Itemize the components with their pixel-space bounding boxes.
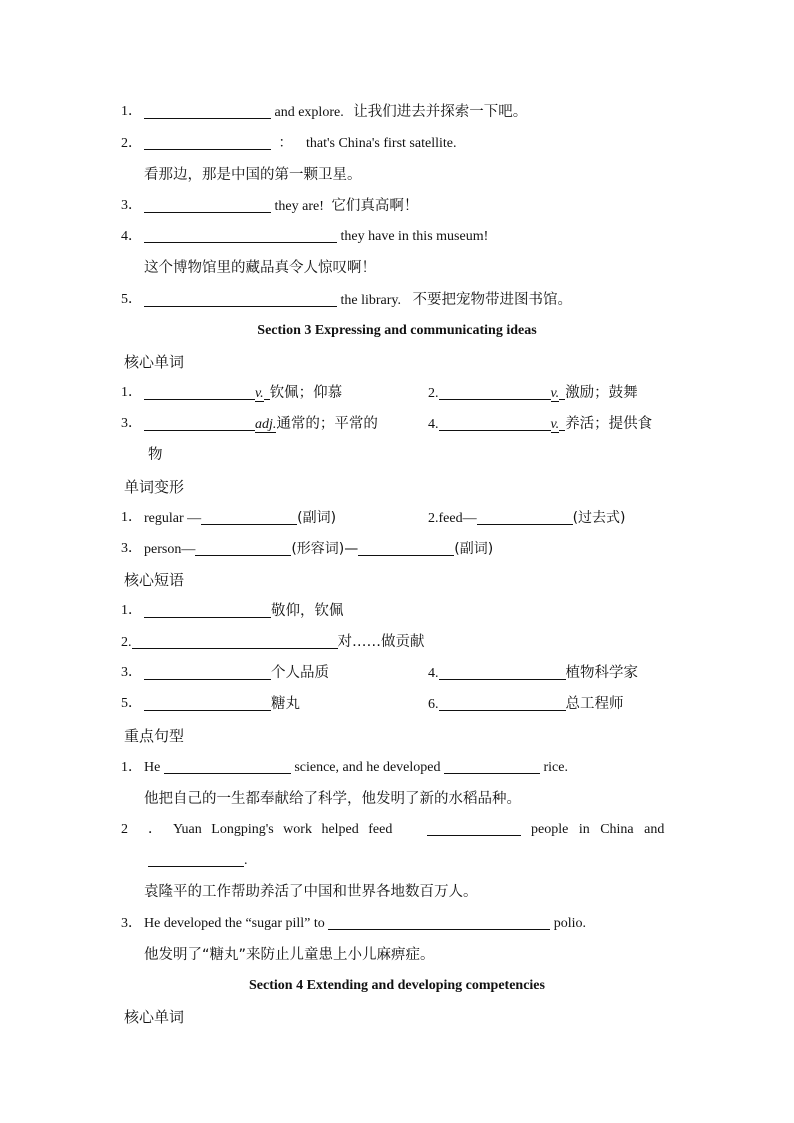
phrases-row-1: 1． 敬仰，钦佩 [0, 598, 794, 624]
blank[interactable] [201, 507, 297, 525]
blank[interactable] [144, 225, 337, 243]
blank[interactable] [144, 600, 271, 618]
core-words-heading: 核心单词 [124, 353, 185, 371]
s4-core-words-heading-row [0, 1004, 794, 1030]
sentence-2-translation: 袁隆平的工作帮助养活了中国和世界各地数百万人。 [144, 884, 478, 900]
blank[interactable] [439, 662, 566, 680]
blank[interactable] [439, 693, 566, 711]
word-forms-heading: 单词变形 [124, 478, 185, 496]
s2-item-4: 4． they have in this museum! [0, 224, 794, 250]
blank[interactable] [427, 818, 521, 836]
s2-item-2-translation: 看那边，那是中国的第一颗卫星。 [144, 167, 362, 183]
s2-item-3: 3． they are! 它们真高啊！ [0, 193, 794, 219]
phrases-row-3: 3． 个人品质 4. 植物科学家 [0, 660, 794, 686]
s2-item-1: 1． and explore. 让我们进去并探索一下吧。 [0, 99, 794, 125]
phrases-heading: 核心短语 [124, 571, 185, 589]
section-3-title-row [0, 318, 794, 344]
blank[interactable] [132, 631, 338, 649]
blank[interactable] [358, 538, 454, 556]
blank[interactable] [144, 195, 271, 213]
sentence-2-cont: . [0, 848, 794, 874]
blank[interactable] [439, 382, 551, 400]
sentence-3-translation: 他发明了“糖丸”来防止儿童患上小儿麻痹症。 [144, 947, 435, 963]
blank[interactable] [144, 693, 271, 711]
blank[interactable] [195, 538, 291, 556]
blank[interactable] [477, 507, 573, 525]
blank[interactable] [144, 101, 271, 119]
word-forms-row-2: 3． person— (形容词)— (副词) [0, 536, 794, 562]
phrases-row-4: 5． 糖丸 6. 总工程师 [0, 691, 794, 717]
s2-item-4-translation: 这个博物馆里的藏品真令人惊叹啊！ [144, 260, 376, 276]
blank[interactable] [144, 132, 271, 150]
s4-core-words-heading: 核心单词 [124, 1008, 185, 1026]
s2-item-2: 2． ： that's China's first satellite. [0, 131, 794, 157]
sentence-3: 3． He developed the “sugar pill” to polio. [0, 911, 794, 937]
blank[interactable] [439, 413, 551, 431]
blank[interactable] [164, 756, 291, 774]
s2-item-5: 5． the library. 不要把宠物带进图书馆。 [0, 287, 794, 313]
blank[interactable] [144, 289, 337, 307]
sentence-1: 1． He science, and he developed rice. [0, 755, 794, 781]
sentences-heading-row [0, 723, 794, 749]
sentences-heading: 重点句型 [124, 727, 185, 745]
word-forms-heading-row [0, 474, 794, 500]
phrases-heading-row [0, 567, 794, 593]
blank[interactable] [144, 382, 255, 400]
blank[interactable] [144, 413, 255, 431]
section-4-title: Section 4 Extending and developing competencies [249, 978, 545, 993]
section-4-title-row [0, 973, 794, 999]
blank[interactable] [144, 662, 271, 680]
core-words-row-2: 3． adj.通常的；平常的 4. v. 养活；提供食 [0, 411, 794, 437]
sentence-1-translation: 他把自己的一生都奉献给了科学，他发明了新的水稻品种。 [144, 791, 521, 807]
word-forms-row-1: 1． regular — (副词) 2.feed— (过去式) [0, 505, 794, 531]
core-words-heading-row [0, 349, 794, 375]
core-words-row-1: 1． v. 钦佩；仰慕 2. v. 激励；鼓舞 [0, 380, 794, 406]
section-3-title: Section 3 Expressing and communicating ideas [257, 323, 537, 338]
blank[interactable] [148, 849, 244, 867]
sentence-2: 2 ． Yuan Longping's work helped feed people in China and [0, 817, 794, 843]
blank[interactable] [328, 912, 550, 930]
phrases-row-2: 2. 对……做贡献 [0, 629, 794, 655]
core-words-row-2-cont: 物 [148, 447, 163, 463]
blank[interactable] [444, 756, 540, 774]
